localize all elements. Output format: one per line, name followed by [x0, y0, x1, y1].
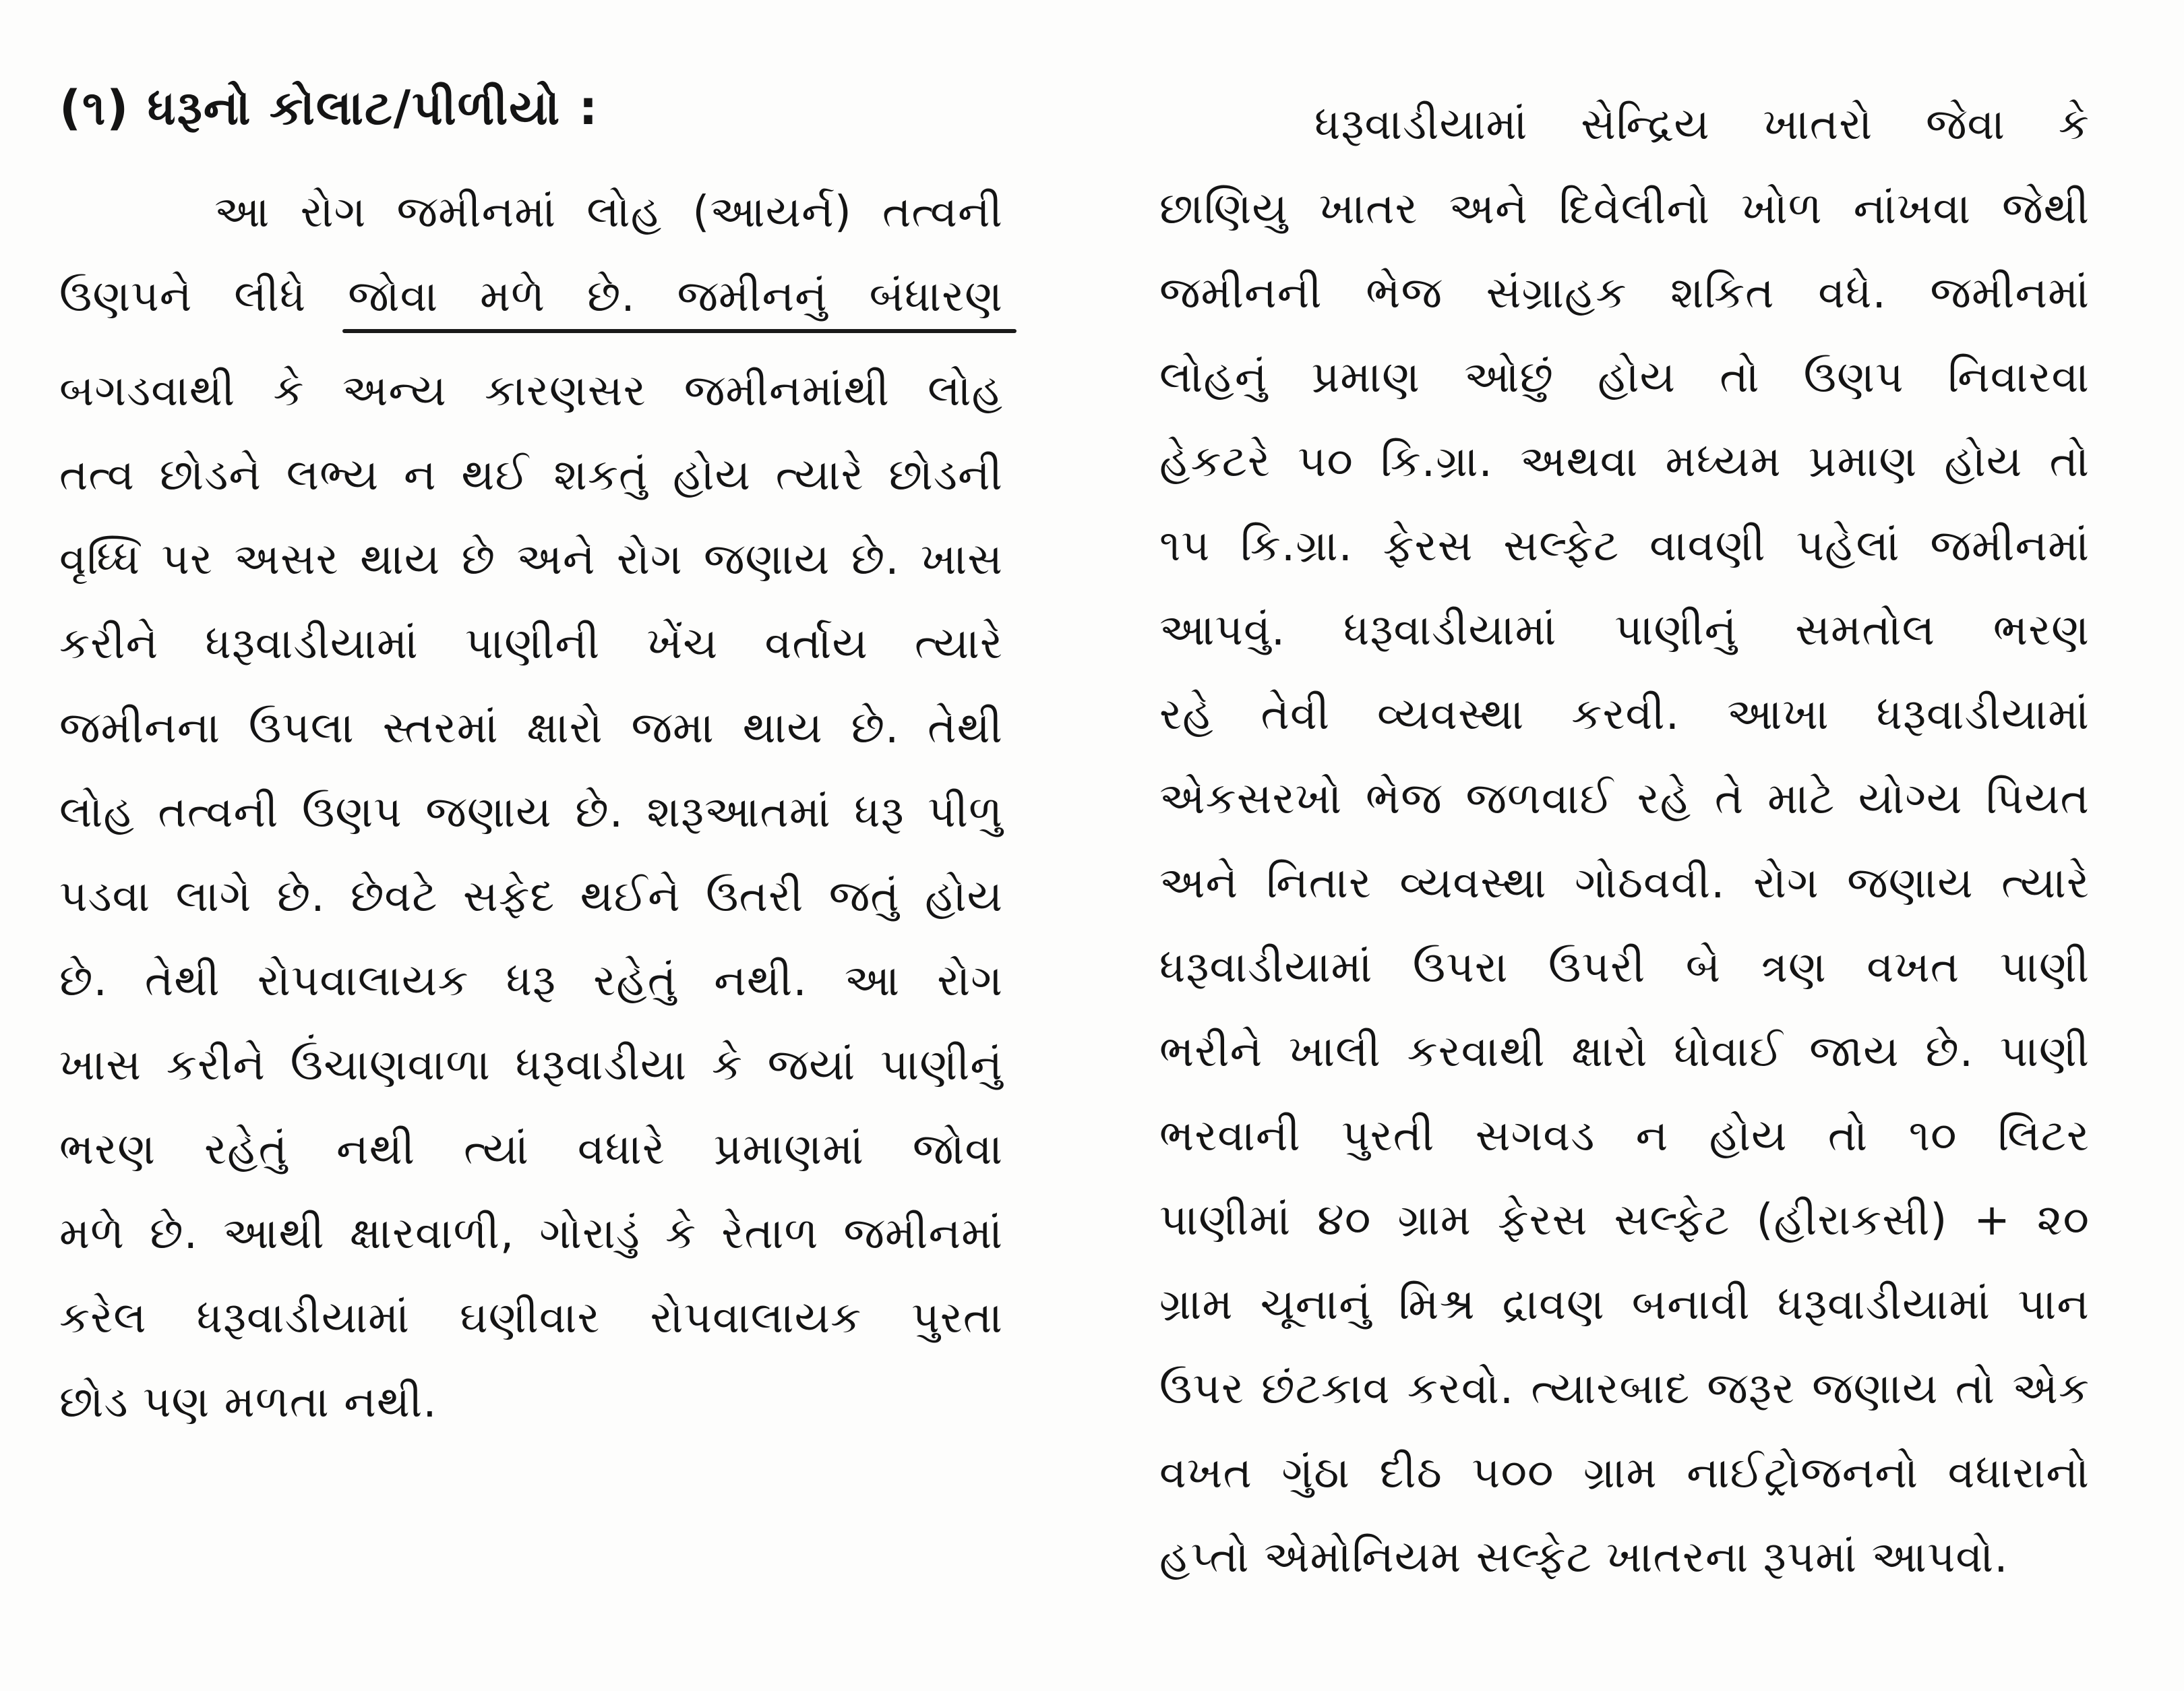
paragraph-line: આપવું. ધરૂવાડીયામાં પાણીનું સમતોલ ભરણ [1159, 605, 2090, 655]
paragraph-line: ધરૂવાડીયામાં સેન્દ્રિય ખાતરો જેવા કે [1314, 100, 2090, 150]
paragraph-line: ૧૫ કિ.ગ્રા. ફેરસ સલ્ફેટ વાવણી પહેલાં જમીનમાં [1159, 521, 2090, 571]
paragraph-line: પડવા લાગે છે. છેવટે સફેદ થઈને ઉતરી જતું હોય [59, 872, 1003, 922]
paragraph-line: રહે તેવી વ્યવસ્થા કરવી. આખા ધરૂવાડીયામાં [1159, 690, 2090, 740]
paragraph-line: ભરીને ખાલી કરવાથી ક્ષારો ધોવાઈ જાય છે. પાણી [1159, 1027, 2090, 1077]
paragraph-line: જમીનની ભેજ સંગ્રાહક શકિત વધે. જમીનમાં [1159, 268, 2090, 318]
paragraph-line: વૃધ્ધિ પર અસર થાય છે અને રોગ જણાય છે. ખાસ [59, 535, 1003, 585]
paragraph-line: પાણીમાં ૪૦ ગ્રામ ફેરસ સલ્ફેટ (હીરાકસી) + ૨૦ [1159, 1195, 2090, 1245]
paragraph-line: ભરણ રહેતું નથી ત્યાં વધારે પ્રમાણમાં જોવા [59, 1125, 1003, 1175]
paragraph-line: લોહ તત્વની ઉણપ જણાય છે. શરૂઆતમાં ધરૂ પીળુ [59, 788, 1003, 837]
paragraph-line: છે. તેથી રોપવાલાયક ધરૂ રહેતું નથી. આ રોગ [59, 956, 1003, 1006]
paragraph-line: વખત ગુંઠા દીઠ ૫૦૦ ગ્રામ નાઈટ્રોજનનો વધારાનો [1159, 1448, 2090, 1498]
paragraph-line: લોહનું પ્રમાણ ઓછું હોય તો ઉણપ નિવારવા [1159, 353, 2090, 403]
paragraph-line: જમીનના ઉપલા સ્તરમાં ક્ષારો જમા થાય છે. તેથી [59, 703, 1003, 753]
paragraph-line: ગ્રામ ચૂનાનું મિશ્ર દ્રાવણ બનાવી ધરૂવાડીયામાં પાન [1159, 1280, 2090, 1330]
paragraph-line: છોડ પણ મળતા નથી. [59, 1377, 437, 1427]
paragraph-line: આ રોગ જમીનમાં લોહ (આયર્ન) તત્વની [214, 187, 1003, 237]
paragraph-line: ઉણપને લીધે જોવા મળે છે. જમીનનું બંધારણ [59, 272, 1003, 322]
paragraph-line: ધરૂવાડીયામાં ઉપરા ઉપરી બે ત્રણ વખત પાણી [1159, 943, 2090, 992]
paragraph-line: હેકટરે ૫૦ કિ.ગ્રા. અથવા મધ્યમ પ્રમાણ હોય તો [1159, 437, 2090, 487]
paragraph-line: કરેલ ધરૂવાડીયામાં ઘણીવાર રોપવાલાયક પુરતા [59, 1293, 1003, 1343]
paragraph-line: છાણિયુ ખાતર અને દિવેલીનો ખોળ નાંખવા જેથી [1159, 184, 2090, 234]
paragraph-line: ખાસ કરીને ઉંચાણવાળા ધરૂવાડીયા કે જયાં પાણીનું [59, 1040, 1003, 1090]
paragraph-line: ઉપર છંટકાવ કરવો. ત્યારબાદ જરૂર જણાય તો એક [1159, 1364, 2090, 1414]
paragraph-line: અને નિતાર વ્યવસ્થા ગોઠવવી. રોગ જણાય ત્યારે [1159, 858, 2090, 908]
paragraph-line: બગડવાથી કે અન્ય કારણસર જમીનમાંથી લોહ [59, 366, 1003, 416]
section-heading: (૧) ધરૂનો કોલાટ/પીળીયો : [59, 80, 599, 136]
paragraph-line: મળે છે. આથી ક્ષારવાળી, ગોરાડું કે રેતાળ જમીનમાં [59, 1209, 1003, 1259]
paragraph-line: એકસરખો ભેજ જળવાઈ રહે તે માટે યોગ્ય પિયત [1159, 774, 2090, 824]
paragraph-line: હપ્તો એમોનિયમ સલ્ફેટ ખાતરના રૂપમાં આપવો. [1159, 1533, 2009, 1582]
divider-rule [342, 329, 1017, 333]
paragraph-line: ભરવાની પુરતી સગવડ ન હોય તો ૧૦ લિટર [1159, 1111, 2090, 1161]
paragraph-line: કરીને ધરૂવાડીયામાં પાણીની ખેંચ વર્તાય ત્યારે [59, 619, 1003, 669]
paragraph-line: તત્વ છોડને લભ્ય ન થઈ શકતું હોય ત્યારે છોડની [59, 450, 1003, 500]
